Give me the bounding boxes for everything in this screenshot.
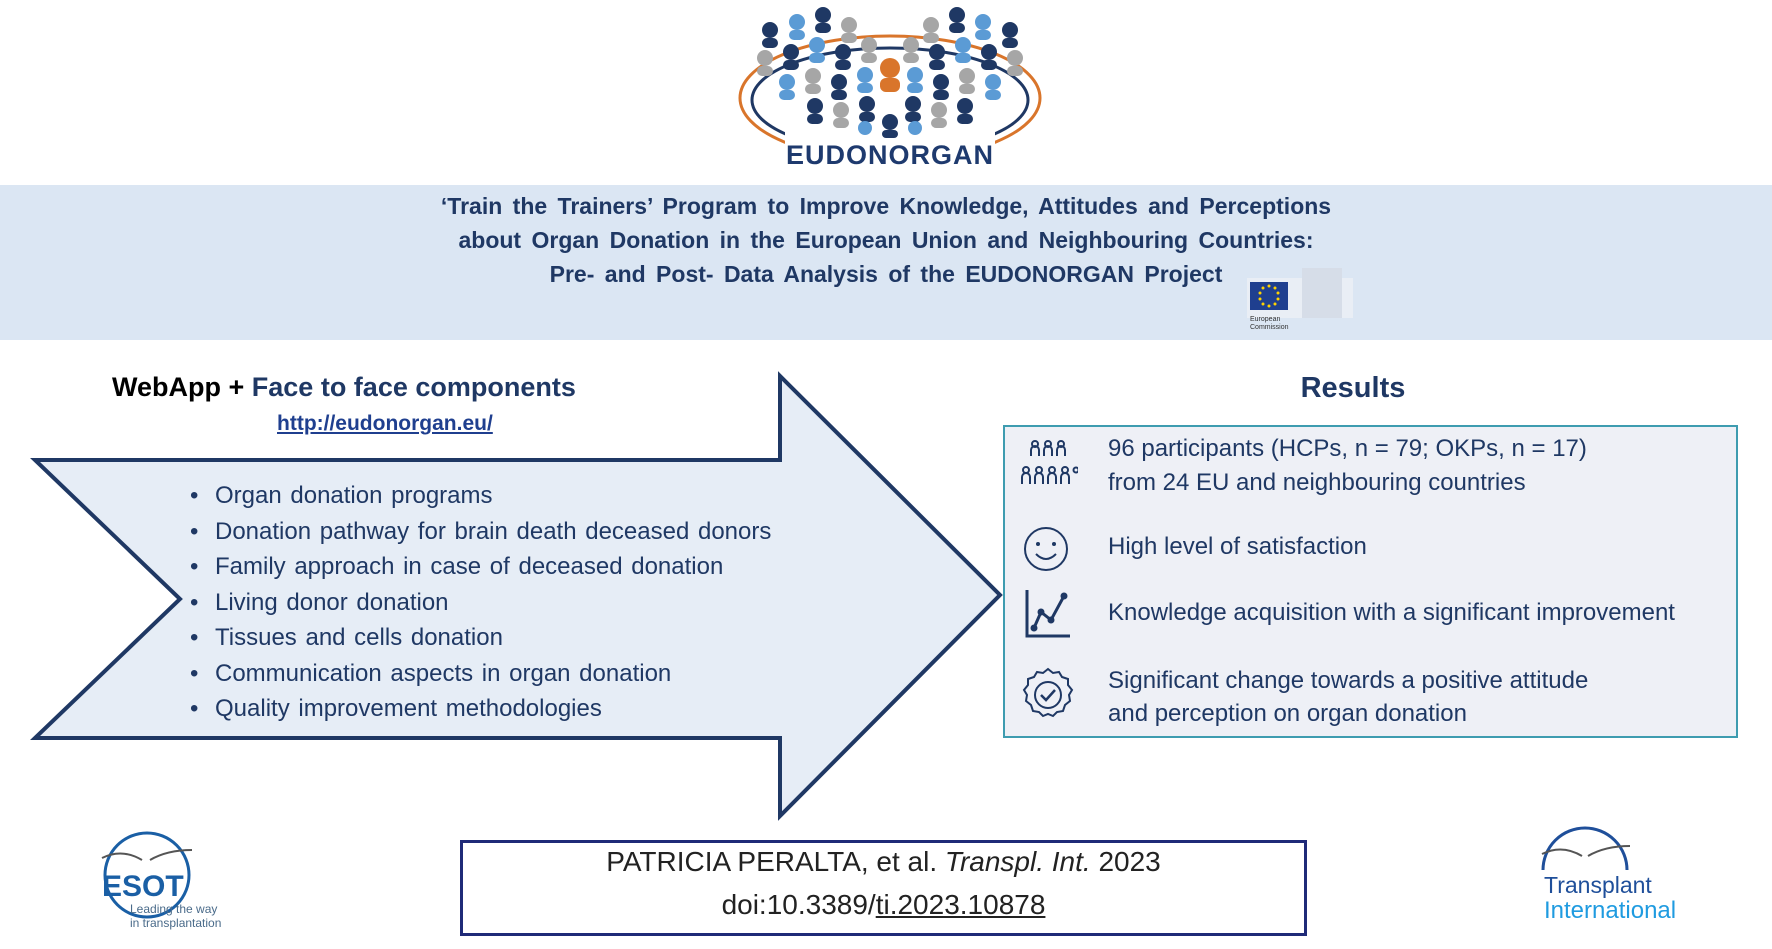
webapp-label: WebApp [112,372,221,402]
result-participants-line2: from 24 EU and neighbouring countries [1108,469,1526,496]
citation-authors-line [460,846,1307,878]
esot-tagline-1: Leading the way [130,902,218,916]
list-item: • Living donor donation [212,585,771,621]
european-commission-logo [1247,268,1353,336]
title-line-1: ‘Train the Trainers’ Program to Improve Knowledge, Attitudes and Perceptions [440,193,1332,219]
eu-label-1: European [1250,316,1281,323]
title-banner [0,185,1772,340]
list-item: • Tissues and cells donation [212,620,771,656]
list-item: • Communication aspects in organ donation [212,656,771,692]
result-satisfaction: High level of satisfaction [1108,533,1367,560]
result-attitude-line2: and perception on organ donation [1108,700,1467,727]
citation-doi-prefix: doi:10.3389/ [721,889,876,920]
citation-doi-link[interactable]: ti.2023.10878 [875,889,1046,920]
title-line-2: about Organ Donation in the European Union and Neighbouring Countries: [458,227,1314,253]
esot-tagline-2: in transplantation [130,916,222,930]
citation-doi-line[interactable] [460,889,1307,921]
components-list [212,478,771,727]
plus-sign: + [221,372,252,402]
left-heading [112,372,576,403]
eudonorgan-link[interactable]: http://eudonorgan.eu/ [277,412,493,435]
citation-journal: Transpl. Int. [944,846,1091,877]
esot-tagline [130,902,270,930]
eu-label-2: Commission [1250,324,1289,331]
results-heading: Results [1300,372,1406,404]
result-attitude-line1: Significant change towards a positive attitude [1108,667,1589,694]
smiley-face-icon [1022,525,1070,578]
list-item: • Donation pathway for brain death deceased donors [212,514,771,550]
eudonorgan-logo [725,0,1055,180]
eudonorgan-wordmark: EUDONORGAN [785,140,994,170]
citation-authors: PATRICIA PERALTA, et al. [606,846,938,877]
line-chart-icon [1024,588,1072,645]
citation-year: 2023 [1098,846,1161,877]
people-group-icon [1018,438,1078,505]
esot-wordmark: ESOT [102,870,184,903]
list-item: • Quality improvement methodologies [212,691,771,727]
check-badge-icon [1021,667,1075,726]
ti-wordmark-1: Transplant [1544,872,1652,898]
list-item: • Organ donation programs [212,478,771,514]
ti-wordmark-2: International [1544,897,1677,924]
result-participants-line1: 96 participants (HCPs, n = 79; OKPs, n = 17) [1108,435,1587,462]
title-line-3: Pre- and Post- Data Analysis of the EUDONORGAN Project [549,261,1223,287]
result-knowledge: Knowledge acquisition with a significant improvement [1108,599,1675,626]
face-to-face-label: Face to face components [251,372,576,402]
list-item: • Family approach in case of deceased donation [212,549,771,585]
